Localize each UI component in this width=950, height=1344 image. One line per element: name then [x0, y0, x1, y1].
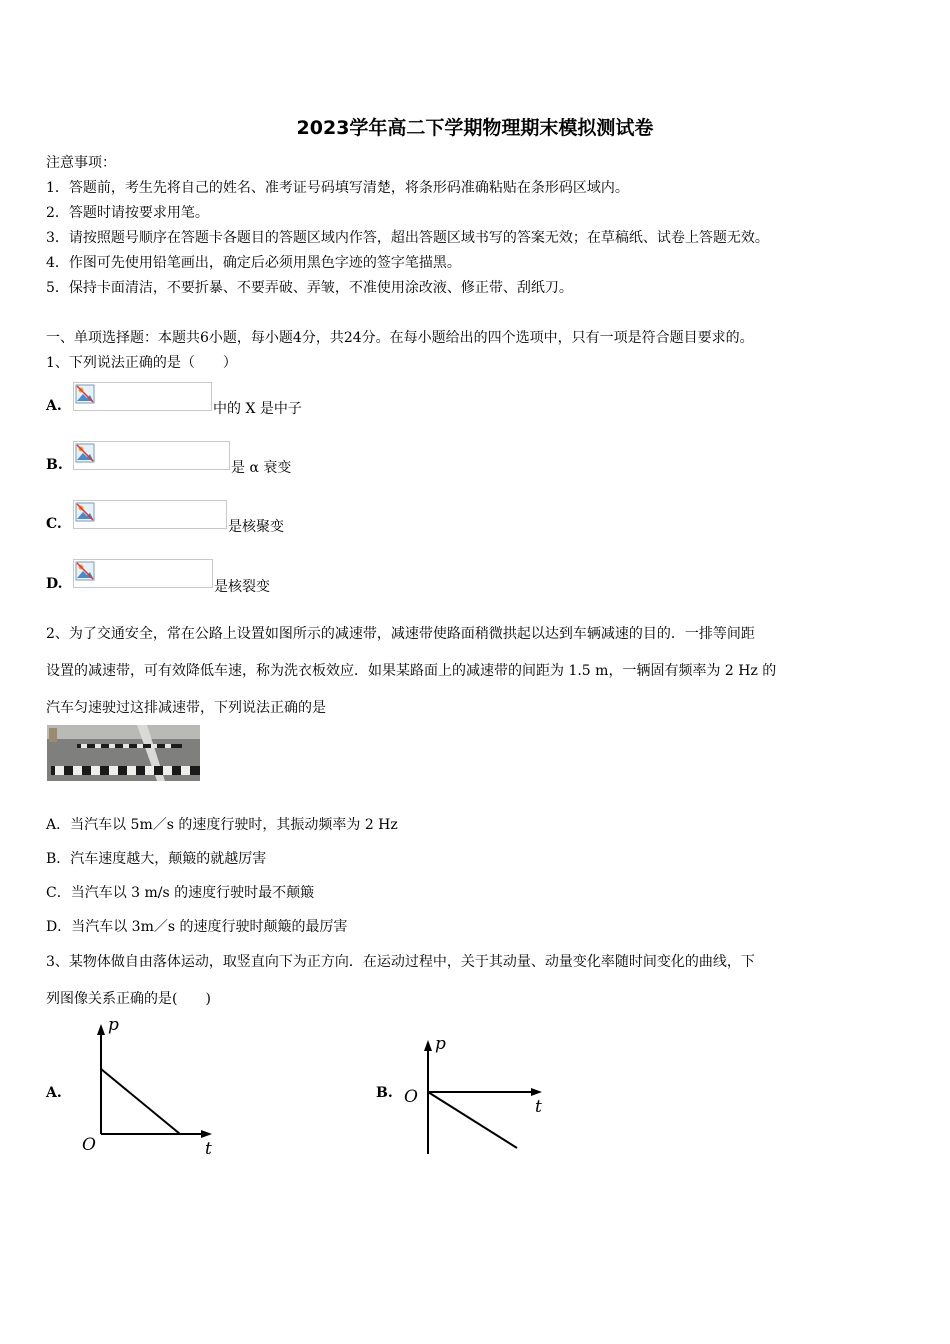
q1-option-b-label: B.: [46, 457, 63, 473]
x-axis-arrow: [201, 1130, 212, 1138]
q2-option-b: B．汽车速度越大，颠簸的就越厉害: [46, 851, 267, 867]
broken-image-icon: [75, 561, 95, 581]
notice-item: 1．答题前，考生先将自己的姓名、准考证号码填写清楚，将条形码准确粘贴在条形码区域内。: [46, 180, 629, 196]
question-2-stem-line: 2、为了交通安全，常在公路上设置如图所示的减速带，减速带使路面稍微拱起以达到车辆减速的目的．一排等间距: [46, 626, 755, 642]
y-axis-label: p: [435, 1034, 446, 1054]
y-axis-arrow: [97, 1024, 105, 1035]
broken-image-icon: [75, 384, 95, 404]
x-axis-label: t: [535, 1097, 542, 1117]
q3-graph-a: [72, 1010, 222, 1160]
notice-heading: 注意事项：: [46, 155, 116, 171]
formula-image-d: [73, 559, 213, 588]
speed-bump-photo: [47, 725, 200, 781]
origin-label: O: [404, 1087, 418, 1107]
formula-image-b: [73, 441, 230, 470]
q3-graph-b: [400, 1030, 550, 1160]
notice-item: 5．保持卡面清洁，不要折暴、不要弄破、弄皱，不准使用涂改液、修正带、刮纸刀。: [46, 280, 573, 296]
origin-label: O: [82, 1135, 96, 1155]
q2-option-c: C．当汽车以 3 m/s 的速度行驶时最不颠簸: [46, 885, 315, 901]
formula-image-a: [73, 382, 212, 411]
question-2-stem-line: 设置的减速带，可有效降低车速，称为洗衣板效应．如果某路面上的减速带的间距为 1.5 m，一辆固有频率为 2 Hz 的: [46, 663, 777, 679]
broken-image-icon: [75, 502, 95, 522]
broken-image-icon: [75, 443, 95, 463]
notice-item: 4．作图可先使用铅笔画出，确定后必须用黑色字迹的签字笔描黑。: [46, 255, 461, 271]
x-axis-label: t: [205, 1139, 212, 1159]
y-axis-arrow: [424, 1040, 432, 1051]
notice-item: 2．答题时请按要求用笔。: [46, 205, 209, 221]
q1-option-a-label: A.: [46, 398, 62, 414]
q2-option-a: A．当汽车以 5m／s 的速度行驶时，其振动频率为 2 Hz: [46, 817, 398, 833]
q1-option-d-text: 是核裂变: [214, 579, 270, 595]
notice-item: 3．请按照题号顺序在答题卡各题目的答题区域内作答，超出答题区域书写的答案无效；在草稿纸、试卷上答题无效。: [46, 230, 769, 246]
question-2-stem-line: 汽车匀速驶过这排减速带，下列说法正确的是: [46, 700, 326, 716]
q3-graph-a-label: A.: [46, 1085, 62, 1101]
q3-graph-b-label: B.: [376, 1085, 393, 1101]
y-axis-label: p: [108, 1015, 119, 1035]
page-title: 2023学年高二下学期物理期末模拟测试卷: [296, 117, 654, 139]
question-3-stem-line: 列图像关系正确的是( ): [46, 991, 211, 1007]
q1-option-d-label: D.: [46, 576, 63, 592]
momentum-line: [101, 1069, 180, 1134]
momentum-line: [428, 1092, 517, 1148]
q2-option-d: D．当汽车以 3m／s 的速度行驶时颠簸的最厉害: [46, 919, 348, 935]
question-1-stem: 1、下列说法正确的是（ ）: [46, 355, 237, 371]
section-heading: 一、单项选择题：本题共6小题，每小题4分，共24分。在每小题给出的四个选项中，只有一项是符合题目要求的。: [46, 330, 754, 346]
q1-option-c-text: 是核聚变: [228, 519, 284, 535]
question-3-stem-line: 3、某物体做自由落体运动，取竖直向下为正方向．在运动过程中，关于其动量、动量变化率随时间变化的曲线，下: [46, 954, 755, 970]
x-axis-arrow: [531, 1088, 542, 1096]
q1-option-c-label: C.: [46, 516, 62, 532]
formula-image-c: [73, 500, 227, 529]
q1-option-a-text: 中的 X 是中子: [213, 401, 302, 417]
q1-option-b-text: 是 α 衰变: [231, 460, 292, 476]
